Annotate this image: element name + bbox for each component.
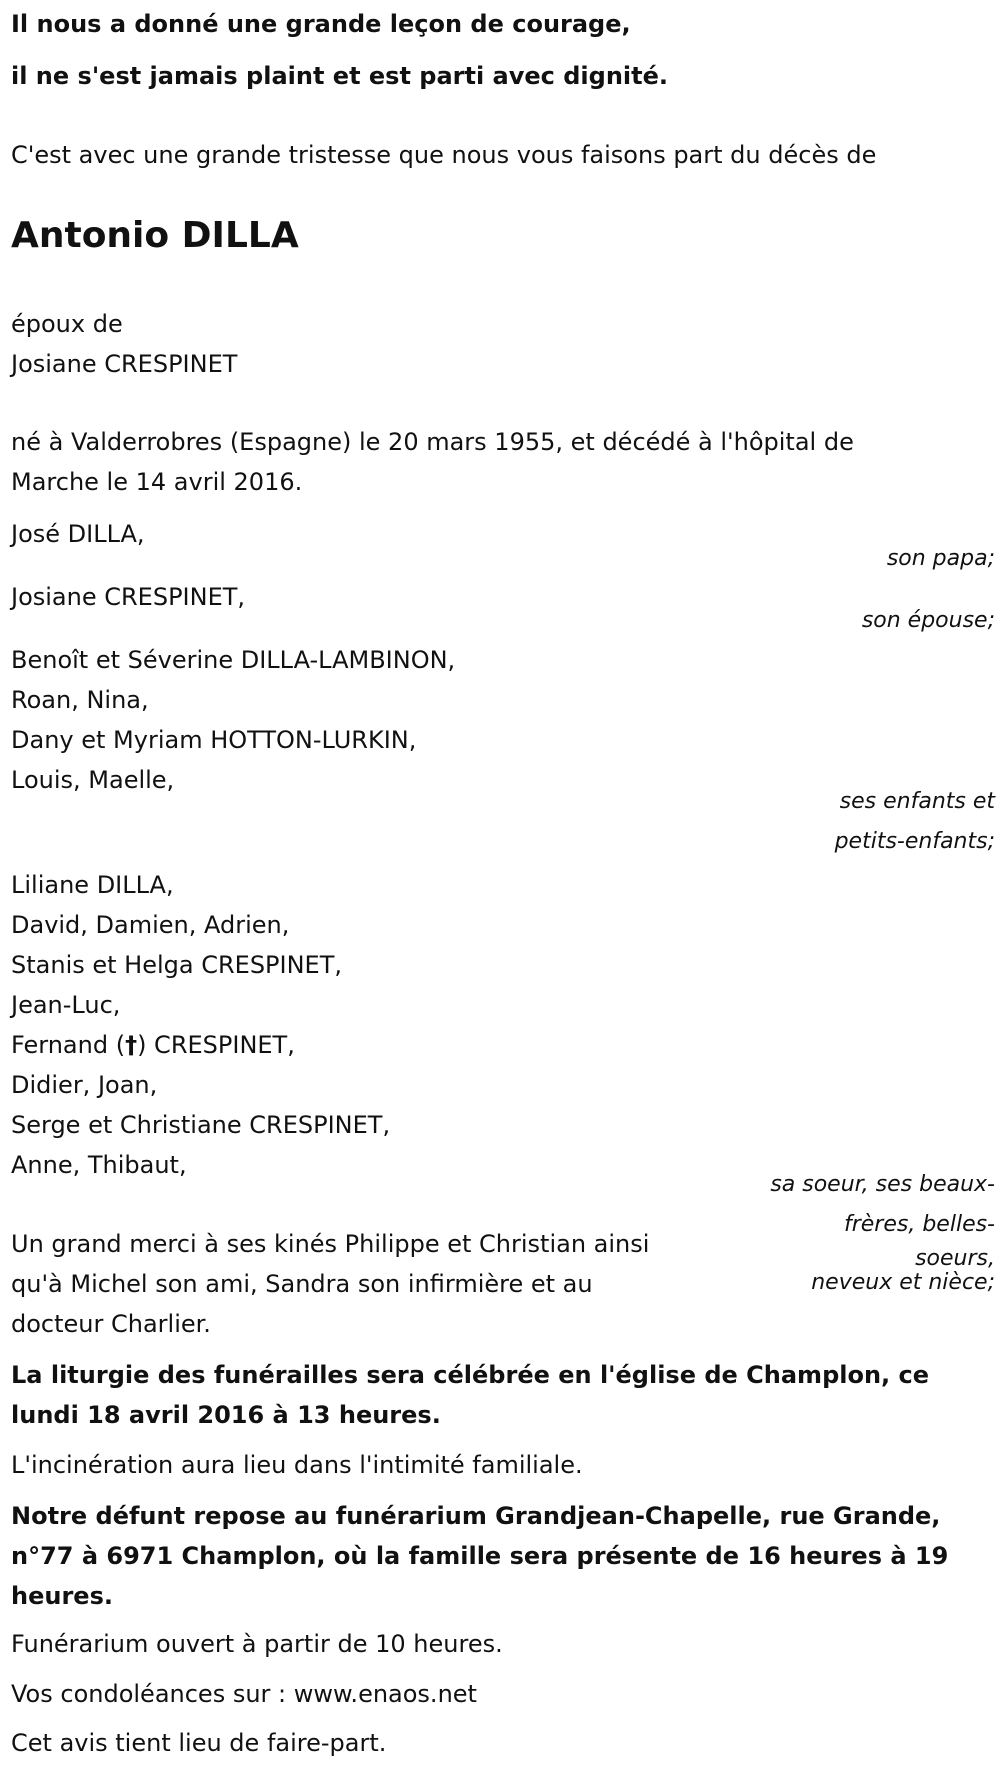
children-block	[11, 640, 455, 800]
deceased-name: Antonio DILLA	[11, 215, 299, 256]
siblings-line-5	[11, 1025, 390, 1065]
siblings-relation	[770, 1165, 995, 1293]
funeral-home-line-2: n°77 à 6971 Champlon, où la famille sera présente de 16 heures à 19	[11, 1542, 949, 1570]
siblings-line-2: David, Damien, Adrien,	[11, 911, 290, 939]
thanks-line-1: Un grand merci à ses kinés Philippe et Christian ainsi	[11, 1230, 650, 1258]
condolences-text: Vos condoléances sur : www.enaos.net	[11, 1680, 477, 1708]
children-line-1: Benoît et Séverine DILLA-LAMBINON,	[11, 646, 456, 674]
wife-name: Josiane CRESPINET,	[11, 583, 246, 611]
cross-icon: †	[125, 1031, 138, 1059]
children-line-2: Roan, Nina,	[11, 686, 149, 714]
siblings-relation-line-2: frères, belles-	[843, 1212, 995, 1237]
thanks-line-2: qu'à Michel son ami, Sandra son infirmière et au	[11, 1270, 593, 1298]
siblings-line-3: Stanis et Helga CRESPINET,	[11, 951, 343, 979]
ceremony-line-1: La liturgie des funérailles sera célébrée en l'église de Champlon, ce	[11, 1361, 930, 1389]
ceremony-block	[11, 1355, 929, 1435]
siblings-line-5-after: ) CRESPINET,	[137, 1031, 295, 1059]
ceremony-line-2: lundi 18 avril 2016 à 13 heures.	[11, 1401, 441, 1429]
children-relation-line-1: ses enfants et	[839, 789, 995, 814]
siblings-relation-line-3: soeurs,	[915, 1246, 995, 1271]
wife-relation: son épouse;	[861, 608, 995, 633]
intro-text: C'est avec une grande tristesse que nous vous faisons part du décès de	[11, 141, 877, 169]
thanks-block	[11, 1224, 649, 1344]
siblings-line-7: Serge et Christiane CRESPINET,	[11, 1111, 391, 1139]
birth-death-line-2: Marche le 14 avril 2016.	[11, 468, 303, 496]
siblings-relation-line-1: sa soeur, ses beaux-	[770, 1172, 995, 1197]
children-line-4: Louis, Maelle,	[11, 766, 175, 794]
siblings-line-5-before: Fernand (	[11, 1031, 126, 1059]
epigraph-line-1: Il nous a donné une grande leçon de courage,	[11, 10, 631, 38]
siblings-block	[11, 865, 390, 1185]
children-relation-line-2: petits-enfants;	[834, 829, 995, 854]
opening-hours-text: Funérarium ouvert à partir de 10 heures.	[11, 1630, 503, 1658]
siblings-line-1: Liliane DILLA,	[11, 871, 174, 899]
funeral-home-line-1: Notre défunt repose au funérarium Grandjean-Chapelle, rue Grande,	[11, 1502, 941, 1530]
cremation-text: L'incinération aura lieu dans l'intimité familiale.	[11, 1451, 583, 1479]
funeral-home-block	[11, 1496, 948, 1616]
spouse-block	[11, 304, 237, 384]
father-name: José DILLA,	[11, 520, 145, 548]
birth-death-line-1: né à Valderrobres (Espagne) le 20 mars 1955, et décédé à l'hôpital de	[11, 428, 854, 456]
children-relation	[835, 782, 995, 862]
funeral-home-line-3: heures.	[11, 1582, 113, 1610]
father-relation: son papa;	[886, 546, 995, 571]
spouse-label: époux de	[11, 310, 123, 338]
birth-death-block	[11, 422, 854, 502]
siblings-relation-line-4: neveux et nièce;	[811, 1270, 995, 1295]
epigraph-line-2: il ne s'est jamais plaint et est parti avec dignité.	[11, 62, 669, 90]
thanks-line-3: docteur Charlier.	[11, 1310, 211, 1338]
children-line-3: Dany et Myriam HOTTON-LURKIN,	[11, 726, 417, 754]
spouse-name: Josiane CRESPINET	[11, 350, 238, 378]
siblings-line-6: Didier, Joan,	[11, 1071, 158, 1099]
siblings-line-8: Anne, Thibaut,	[11, 1151, 187, 1179]
notice-text: Cet avis tient lieu de faire-part.	[11, 1729, 387, 1757]
siblings-line-4: Jean-Luc,	[11, 991, 121, 1019]
